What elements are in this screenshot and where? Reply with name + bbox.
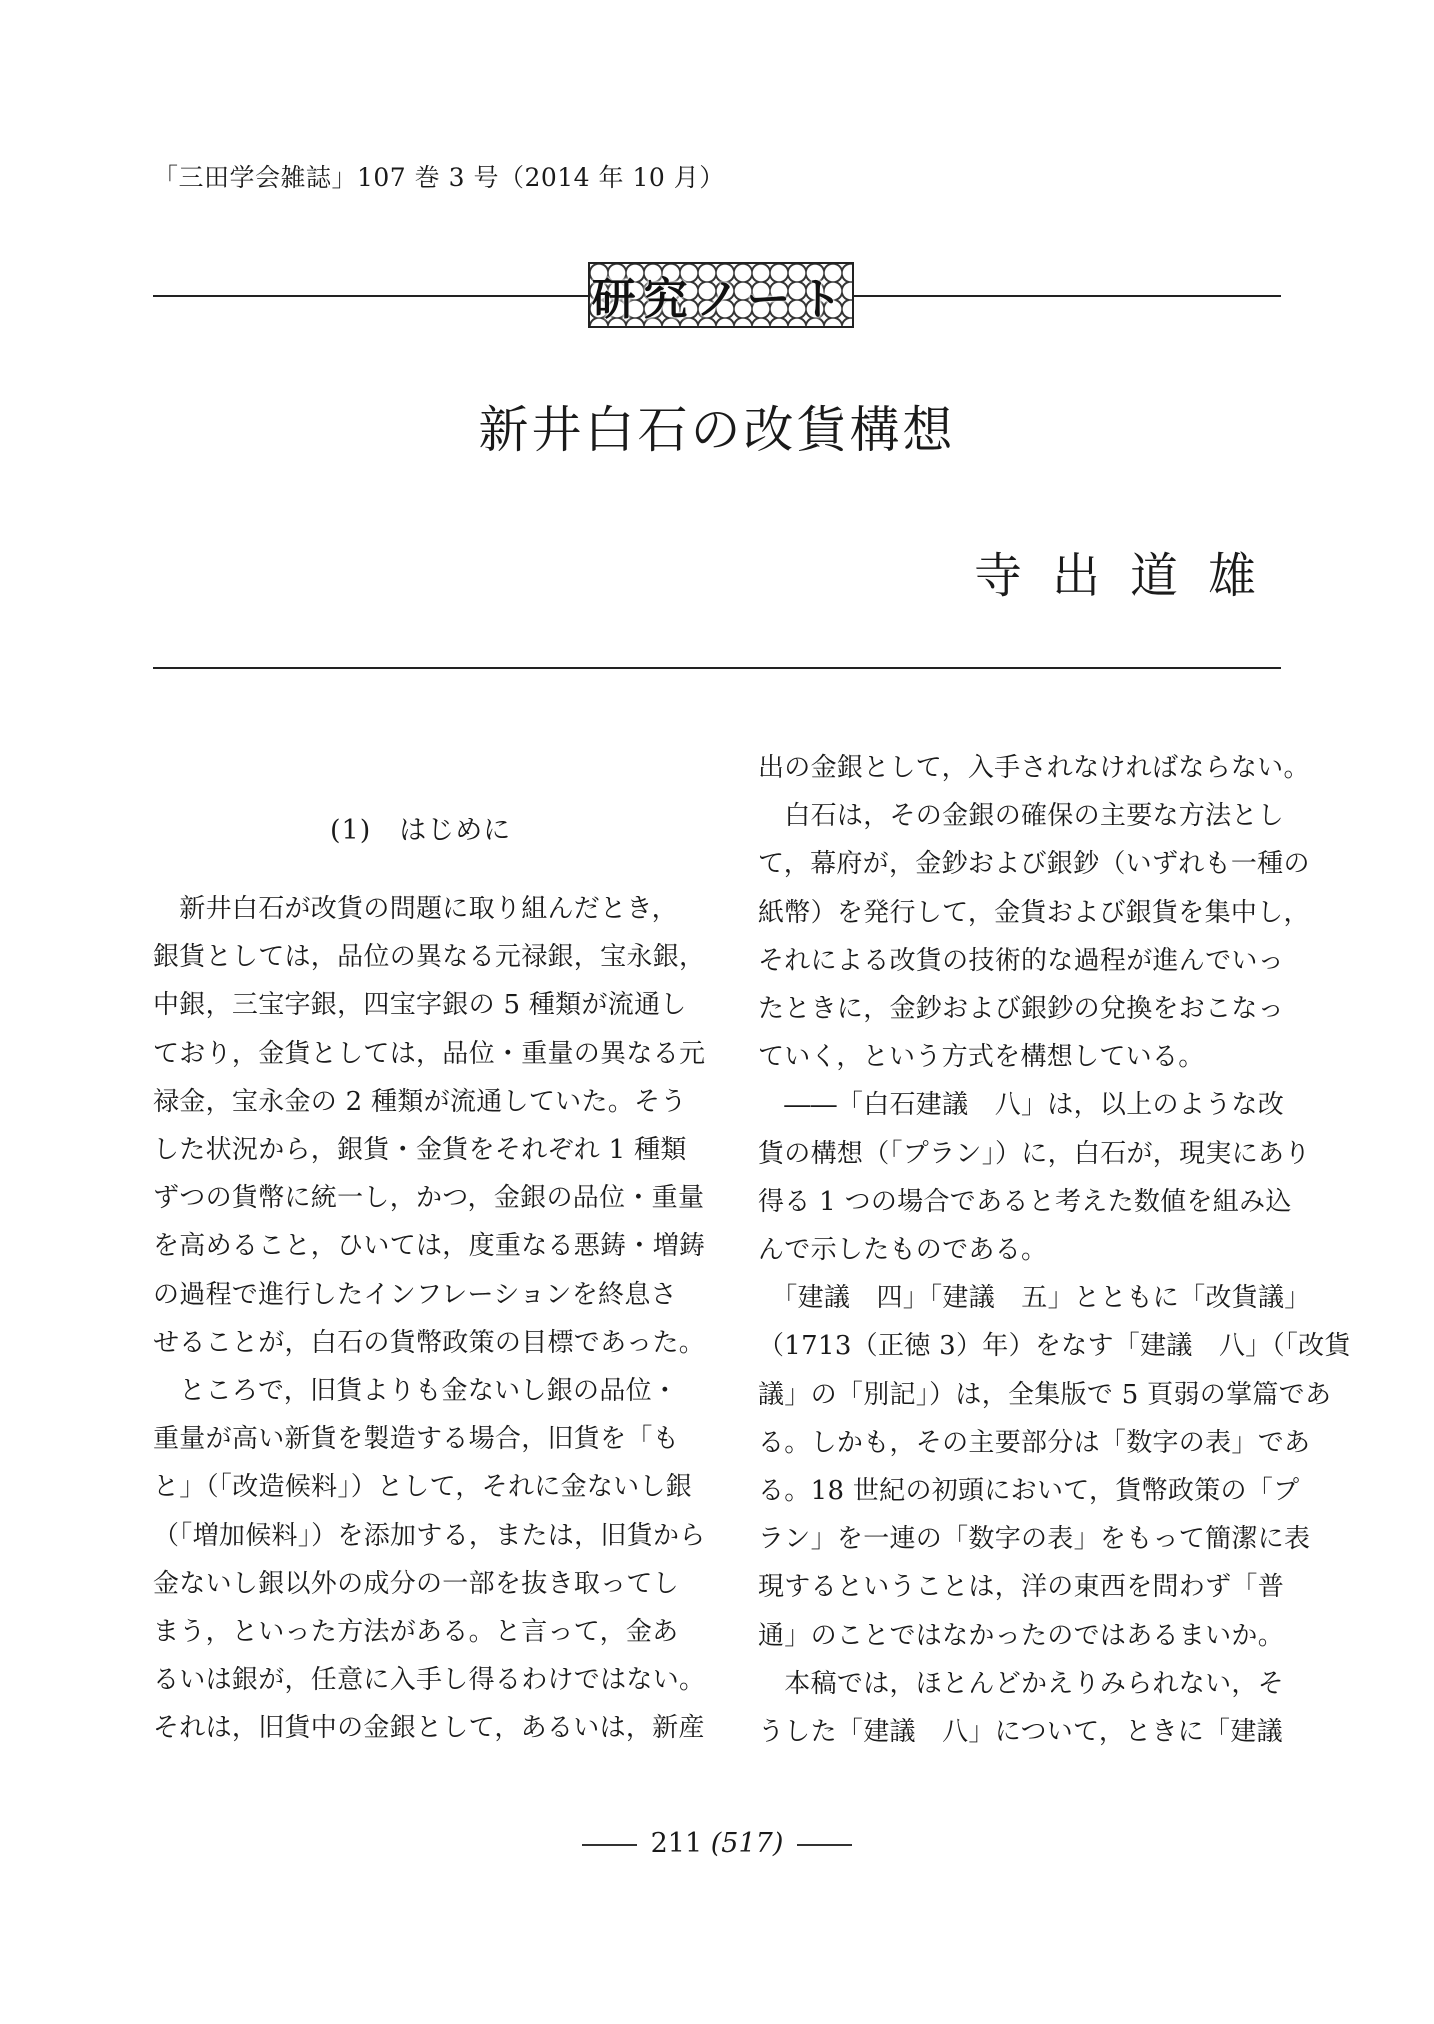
badge-rule-left	[153, 295, 588, 297]
body-line: 得る 1 つの場合であると考えた数値を組み込	[758, 1186, 1292, 1217]
body-line: る。しかも，その主要部分は「数字の表」であ	[758, 1427, 1311, 1458]
page-number	[0, 1828, 1434, 1859]
section-heading: (1) はじめに	[330, 815, 512, 846]
body-line: たときに，金鈔および銀鈔の兌換をおこなっ	[758, 994, 1285, 1025]
body-line: と」（「改造候料」）として，それに金ないし銀	[153, 1472, 693, 1503]
body-line: る。18 世紀の初頭において，貨幣政策の「プ	[758, 1476, 1300, 1507]
header-divider	[153, 667, 1281, 669]
body-line: 紙幣）を発行して，金貨および銀貨を集中し，	[758, 897, 1310, 928]
body-line: 現するということは，洋の東西を問わず「普	[758, 1572, 1285, 1603]
body-line: んで示したものである。	[758, 1235, 1048, 1266]
body-line: 中銀，三宝字銀，四宝字銀の 5 種類が流通し	[153, 990, 687, 1021]
article-title: 新井白石の改貨構想	[478, 401, 956, 459]
body-line: ところで，旧貨よりも金ないし銀の品位・	[153, 1376, 679, 1407]
journal-header: 「三田学会雑誌」107 巻 3 号（2014 年 10 月）	[153, 163, 725, 192]
body-line: 出の金銀として，入手されなければならない。	[758, 753, 1310, 783]
body-line: ラン」を一連の「数字の表」をもって簡潔に表	[758, 1524, 1311, 1555]
page-number-dash-right	[797, 1844, 852, 1846]
body-line: 重量が高い新貨を製造する場合，旧貨を「も	[153, 1424, 680, 1455]
body-line: ていく，という方式を構想している。	[758, 1042, 1205, 1073]
body-line: ずつの貨幣に統一し，かつ，金銀の品位・重量	[153, 1183, 705, 1214]
page-number-total: (517)	[710, 1828, 784, 1859]
body-line: 通」のことではなかったのではあるまいか。	[758, 1620, 1285, 1651]
body-line: 「建議 四」「建議 五」とともに「改貨議」	[758, 1283, 1311, 1314]
body-line: 議」の「別記」）は，全集版で 5 頁弱の掌篇であ	[758, 1379, 1332, 1410]
body-line: まう，といった方法がある。と言って，金あ	[153, 1617, 679, 1648]
body-line: ――「白石建議 八」は，以上のような改	[758, 1090, 1285, 1121]
body-line: 金ないし銀以外の成分の一部を抜き取ってし	[153, 1568, 680, 1599]
research-note-badge	[588, 262, 854, 328]
body-line: それによる改貨の技術的な過程が進んでいっ	[758, 945, 1285, 976]
body-line: せることが，白石の貨幣政策の目標であった。	[153, 1327, 706, 1358]
body-line: るいは銀が，任意に入手し得るわけではない。	[153, 1665, 706, 1696]
author-name: 寺出道雄	[973, 548, 1286, 604]
right-column	[758, 744, 1351, 1756]
body-line: 新井白石が改貨の問題に取り組んだとき，	[153, 894, 678, 924]
body-line: 貨の構想（「プラン」）に，白石が，現実にあり	[758, 1138, 1311, 1169]
body-line: うした「建議 八」について，ときに「建議	[758, 1717, 1283, 1748]
body-line: の過程で進行したインフレーションを終息さ	[153, 1279, 677, 1310]
left-column	[153, 885, 706, 1753]
body-line: 白石は，その金銀の確保の主要な方法とし	[758, 801, 1285, 832]
body-line: を高めること，ひいては，度重なる悪鋳・増鋳	[153, 1231, 706, 1262]
page-number-value: 211	[650, 1828, 703, 1859]
body-line: ており，金貨としては，品位・重量の異なる元	[153, 1038, 706, 1069]
body-line: （「増加候料」）を添加する，または，旧貨から	[153, 1520, 706, 1551]
body-line: （1713（正徳 3）年）をなす「建議 八」（「改貨	[758, 1331, 1351, 1362]
body-line: 禄金，宝永金の 2 種類が流通していた。そう	[153, 1086, 687, 1117]
body-line: それは，旧貨中の金銀として，あるいは，新産	[153, 1713, 705, 1744]
badge-label: 研究ノート	[591, 274, 851, 325]
page-number-dash-left	[582, 1844, 637, 1846]
badge-rule-right	[854, 295, 1281, 297]
body-line: 本稿では，ほとんどかえりみられない，そ	[758, 1668, 1285, 1699]
body-line: て，幕府が，金鈔および銀鈔（いずれも一種の	[758, 849, 1310, 880]
body-line: 銀貨としては，品位の異なる元禄銀，宝永銀，	[153, 942, 706, 973]
body-line: した状況から，銀貨・金貨をそれぞれ 1 種類	[153, 1135, 687, 1166]
